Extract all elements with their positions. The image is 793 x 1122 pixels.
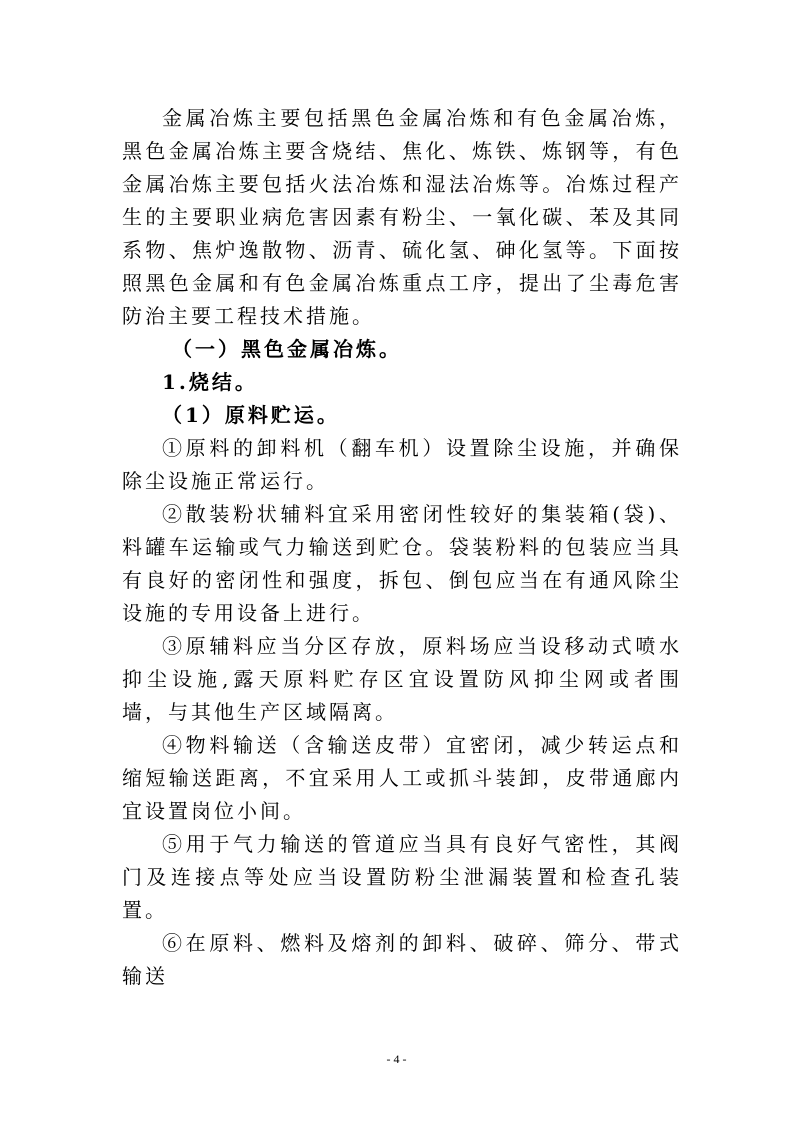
list-item: ⑤用于气力输送的管道应当具有良好气密性，其阀门及连接点等处应当设置防粉尘泄漏装置和检查孔装置。 <box>122 832 682 922</box>
section-heading: （一）黑色金属冶炼。 <box>172 337 402 361</box>
list-item: ⑥在原料、燃料及熔剂的卸料、破碎、筛分、带式输送 <box>122 931 682 988</box>
document-body <box>122 102 682 993</box>
list-item: ②散装粉状辅料宜采用密闭性较好的集装箱(袋)、料罐车运输或气力输送到贮仓。袋装粉料的包装应当具有良好的密闭性和强度，拆包、倒包应当在有通风除尘设施的专用设备上进行。 <box>122 502 682 625</box>
subsection-heading: 1.烧结。 <box>162 370 258 394</box>
list-item: ④物料输送（含输送皮带）宜密闭，减少转运点和缩短输送距离，不宜采用人工或抓斗装卸，皮带通廊内宜设置岗位小间。 <box>122 733 682 823</box>
page-number: - 4 - <box>386 1052 407 1066</box>
intro-paragraph: 金属冶炼主要包括黑色金属冶炼和有色金属冶炼，黑色金属冶炼主要含烧结、焦化、炼铁、炼钢等，有色金属冶炼主要包括火法冶炼和湿法冶炼等。冶炼过程产生的主要职业病危害因素有粉尘、一氧化碳、苯及其同系物、焦炉逸散物、沥青、硫化氢、砷化氢等。下面按照黑色金属和有色金属冶炼重点工序，提出了尘毒危害防治主要工程技术措施。 <box>122 106 682 328</box>
subsubsection-heading: （1）原料贮运。 <box>162 403 340 427</box>
list-item: ③原辅料应当分区存放，原料场应当设移动式喷水抑尘设施,露天原料贮存区宜设置防风抑尘网或者围墙，与其他生产区域隔离。 <box>122 634 682 724</box>
list-item: ①原料的卸料机（翻车机）设置除尘设施，并确保除尘设施正常运行。 <box>122 436 682 493</box>
